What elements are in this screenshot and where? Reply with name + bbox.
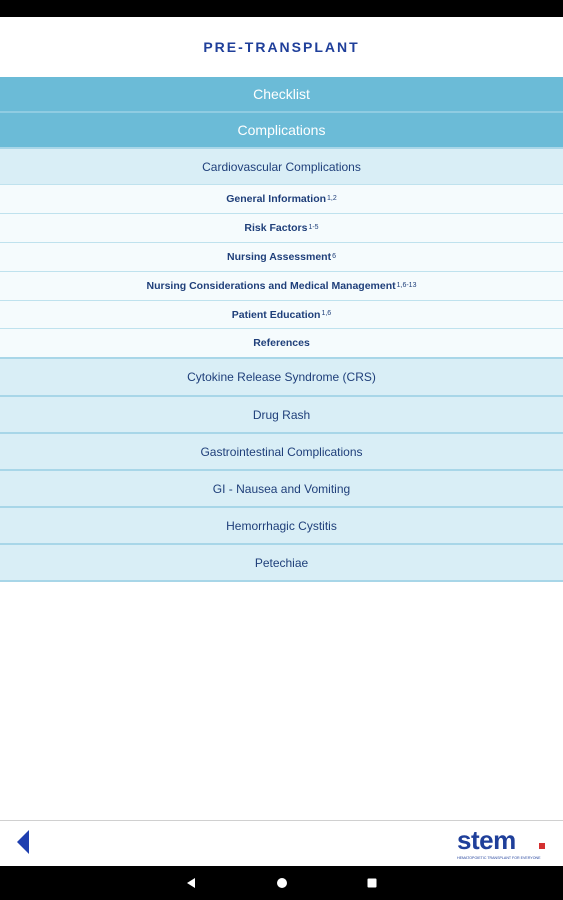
subitem-patient-education[interactable] [0, 300, 563, 328]
logo-text: stem [457, 826, 516, 855]
subitem-references[interactable] [0, 328, 563, 357]
subitem-ref: 1,6 [321, 310, 332, 317]
subitem-ref: 1,6-13 [396, 281, 417, 289]
status-bar [0, 0, 563, 17]
subitem-ref: 1,2 [327, 194, 337, 202]
category-drug-rash[interactable]: Drug Rash [0, 395, 563, 432]
category-gi-nausea[interactable]: GI - Nausea and Vomiting [0, 469, 563, 506]
subitem-risk-factors[interactable] [0, 213, 563, 242]
navigation-bar [0, 866, 563, 900]
subitem-ref: 1-5 [308, 223, 319, 231]
subitem-label: Nursing Assessment [227, 251, 332, 263]
category-cardiovascular[interactable]: Cardiovascular Complications [0, 147, 563, 184]
list-divider [0, 580, 563, 582]
nav-home-button[interactable] [267, 866, 297, 900]
page-header [0, 17, 563, 77]
subitem-label: Patient Education [231, 308, 321, 321]
section-complications[interactable]: Complications [0, 113, 563, 147]
back-button[interactable] [12, 828, 34, 856]
category-hemorrhagic-cystitis[interactable]: Hemorrhagic Cystitis [0, 506, 563, 543]
category-gastrointestinal[interactable]: Gastrointestinal Complications [0, 432, 563, 469]
nav-recent-button[interactable] [357, 866, 387, 900]
subitem-label: Nursing Considerations and Medical Management [146, 280, 396, 292]
section-checklist[interactable]: Checklist [0, 77, 563, 113]
subitem-label: General Information [226, 193, 327, 205]
logo-tagline: HEMATOPOIETIC TRANSPLANT FOR EVERYONE [457, 856, 541, 860]
nav-back-button[interactable] [176, 866, 206, 900]
subitem-label: References [253, 337, 310, 349]
category-crs[interactable]: Cytokine Release Syndrome (CRS) [0, 357, 563, 395]
nav-recent-icon [366, 877, 378, 889]
nav-home-icon [276, 877, 288, 889]
subitem-general-information[interactable] [0, 184, 563, 213]
footer-divider [0, 820, 563, 821]
subitem-ref: 6 [332, 252, 336, 260]
nav-back-icon [185, 877, 197, 889]
subitem-label: Risk Factors [244, 222, 308, 234]
subitem-nursing-considerations[interactable] [0, 271, 563, 300]
subitem-nursing-assessment[interactable] [0, 242, 563, 271]
stem-logo [456, 826, 551, 862]
page-title: PRE-TRANSPLANT [203, 39, 360, 55]
back-arrow-icon [16, 829, 30, 855]
category-petechiae[interactable]: Petechiae [0, 543, 563, 580]
